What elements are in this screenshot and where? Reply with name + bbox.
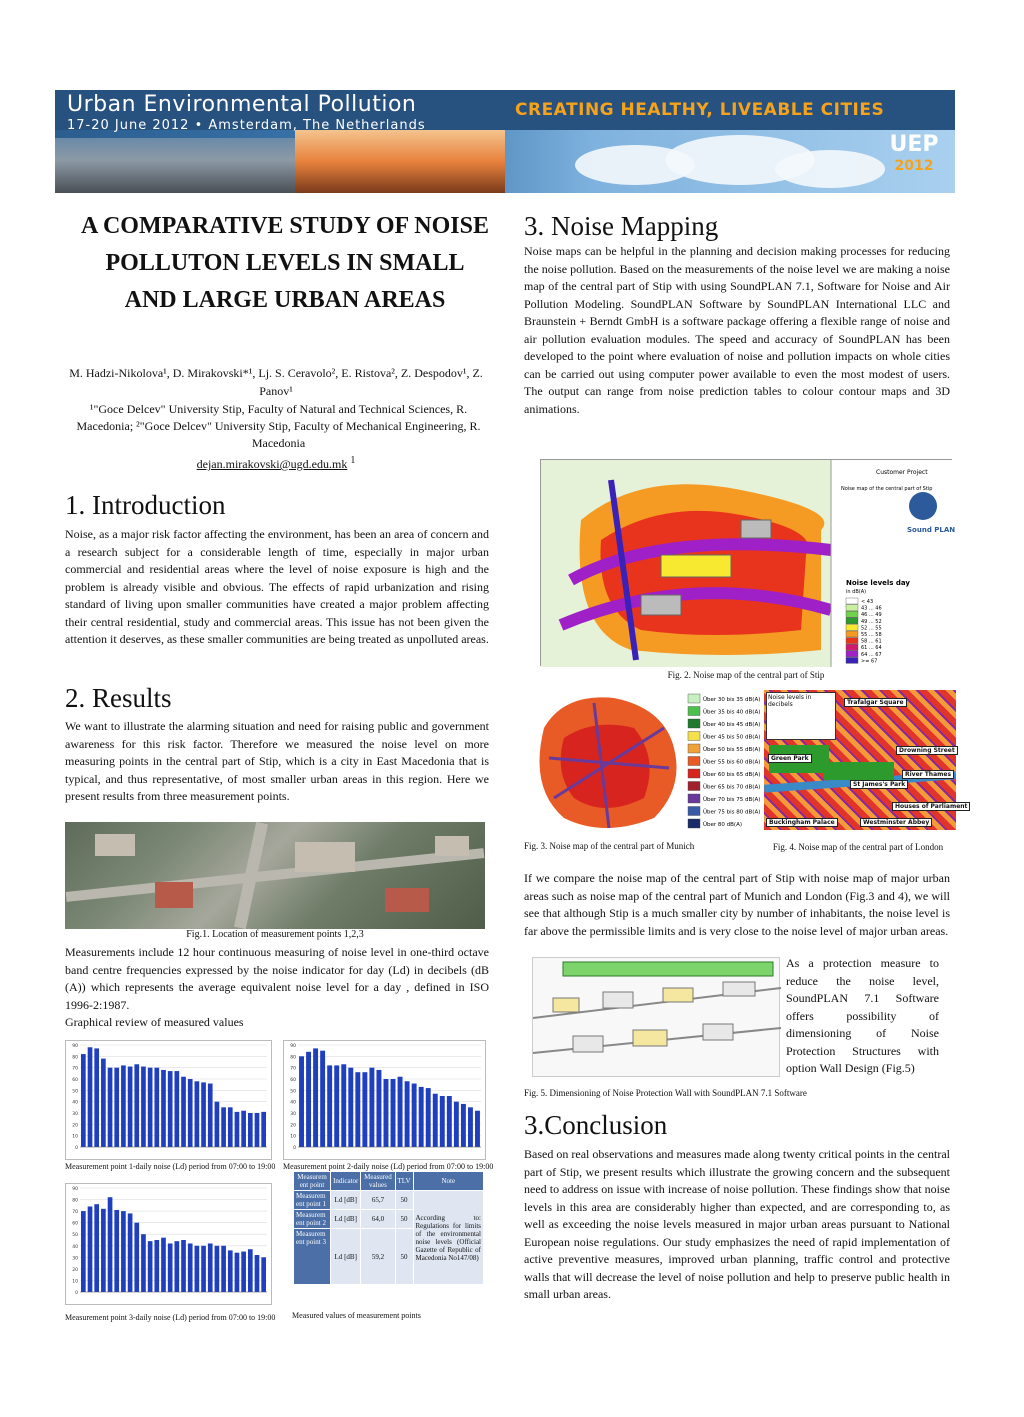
legend-label: Über 40 bis 45 dB(A): [703, 722, 761, 728]
conclusion-text: Based on real observations and measures made along twenty critical points in the central part of Stip, we present results which illustrate the growing concern and the subsequent need to address on issue with increase of noise pollution. These findings show that noise levels in this area are considerably higher than expected, and are corresponding to, as well as exceeding the noise levels measured in major urban areas pursuant to National European noise regulations. Our study emphasizes the need of rapid implementation of active preventive measures, improved urban planning, traffic control and protective walls that will decrease the level of noise pollution and help to preserve public health in small urban areas.: [524, 1147, 950, 1301]
london-legend: [766, 692, 836, 740]
map-building: [641, 595, 681, 615]
london-label: River Thames: [902, 770, 954, 779]
london-label: Houses of Parliament: [892, 802, 970, 811]
chart-bar: [235, 1253, 240, 1292]
map-legend-title: Noise levels day: [846, 579, 910, 587]
chart-bar: [208, 1084, 213, 1147]
chart-bar: [468, 1107, 473, 1147]
wall-building: [633, 1030, 667, 1046]
soundplan-logo-icon: [909, 492, 937, 520]
legend-swatch: [846, 631, 858, 637]
legend-swatch: [688, 794, 700, 803]
legend-swatch: [688, 819, 700, 828]
wall-building: [703, 1024, 733, 1040]
building-shape: [435, 836, 469, 856]
legend-label: >= 67: [861, 658, 878, 665]
chart-bar: [175, 1241, 180, 1292]
chart-bar: [433, 1094, 438, 1147]
protection-measure-text: As a protection measure to reduce the noise level, SoundPLAN 7.1 Software offers possibility of dimensioning of Noise Protection Structures with option Wall Design (Fig.5): [786, 956, 939, 1075]
table-cell-value: 64,0: [361, 1210, 395, 1229]
legend-swatch: [846, 651, 858, 657]
legend-label: Über 70 bis 75 dB(A): [703, 797, 761, 803]
y-tick-label: 90: [290, 1044, 296, 1049]
chart-bar: [475, 1111, 480, 1147]
map-legend: [846, 598, 882, 664]
chart-bar: [334, 1065, 339, 1147]
legend-swatch: [688, 694, 700, 703]
fig4-caption: Fig. 4. Noise map of the central part of London: [772, 842, 944, 852]
fig5-caption: Fig. 5. Dimensioning of Noise Protection Wall with SoundPLAN 7.1 Software: [524, 1088, 807, 1098]
building-shape: [95, 834, 135, 856]
uep-logo: [883, 132, 945, 188]
y-tick-label: 60: [290, 1078, 296, 1083]
legend-label: 49 ... 52: [861, 618, 882, 625]
legend-swatch: [846, 598, 858, 604]
chart-bar: [195, 1246, 200, 1292]
legend-label: 43 ... 46: [861, 605, 882, 612]
munich-map-svg: [524, 688, 760, 836]
legend-label: 64 ... 67: [861, 651, 882, 658]
chart-bar: [188, 1243, 193, 1292]
map-header-right: Noise map of the central part of Stip: [841, 486, 933, 492]
chart-bar: [81, 1211, 86, 1292]
fig2-caption: Fig. 2. Noise map of the central part of Stip: [667, 670, 825, 680]
y-tick-label: 40: [72, 1244, 78, 1250]
chart-bar: [141, 1067, 146, 1147]
y-tick-label: 80: [72, 1198, 78, 1204]
chart-bar: [161, 1070, 166, 1147]
legend-swatch: [688, 744, 700, 753]
wall-building: [603, 992, 633, 1008]
fig1-caption: Fig.1. Location of measurement points 1,2,3: [186, 929, 364, 940]
chart-svg: [284, 1041, 485, 1159]
introduction-heading: 1. Introduction: [65, 490, 226, 520]
munich-noise-map: [524, 688, 760, 836]
legend-swatch: [688, 732, 700, 741]
legend-swatch: [846, 605, 858, 611]
chart-bar: [241, 1252, 246, 1292]
noise-mapping-text: Noise maps can be helpful in the planning and decision making processes for reducing the noise pollution. Based on the measurements of the noise level we are making a noise map of the central part of Stip with using SoundPLAN 7.1, Software for Noise and Air Pollution Modeling. SoundPLAN Software by SoundPLAN International LLC and Braunstein + Berndt GmbH is a software package offering a flexible range of noise and air pollution evaluation modules. The speed and accuracy of SoundPLAN has been developed to the point where evaluation of noise and pollution impacts on whole cities can be carried out using computer power available to even the most modest of users. The output can range from noise prediction tables to colour contour maps and 3D animations.: [524, 244, 950, 416]
legend-label: < 43: [861, 599, 874, 605]
map-building: [661, 555, 731, 577]
chart-bar: [181, 1240, 186, 1292]
chart-bar: [355, 1072, 360, 1147]
y-tick-label: 10: [72, 1279, 78, 1285]
affiliations: ¹"Goce Delcev" University Stip, Faculty of Natural and Technical Sciences, R. Macedonia; ²"Goce Delcev" University Stip, Faculty of Mechanical Engineering, R. Macedonia: [76, 402, 481, 450]
chart-bar: [299, 1056, 304, 1147]
stip-map-svg: [541, 460, 956, 667]
chart-bar: [454, 1102, 459, 1147]
chart-bar: [215, 1102, 220, 1147]
wall-svg: [533, 958, 781, 1078]
table-row: [294, 1191, 484, 1210]
paper-title: A COMPARATIVE STUDY OF NOISE POLLUTON LEVELS IN SMALL AND LARGE URBAN AREAS: [80, 213, 490, 313]
chart-bar: [88, 1206, 93, 1292]
chart-bar: [221, 1107, 226, 1147]
table-cell-value: 59,2: [361, 1229, 395, 1285]
aerial-photo-measurement-points: [65, 822, 485, 929]
banner-slogan: CREATING HEALTHY, LIVEABLE CITIES: [515, 100, 885, 120]
chart-bar: [181, 1077, 186, 1147]
chart-bar: [161, 1238, 166, 1292]
y-tick-label: 30: [290, 1112, 296, 1117]
conclusion-heading: 3.Conclusion: [524, 1110, 668, 1140]
chart-bar: [134, 1064, 139, 1147]
st-james-park-shape: [824, 762, 894, 780]
chart-bar: [134, 1223, 139, 1292]
london-label: Buckingham Palace: [766, 818, 838, 827]
conference-banner: [55, 90, 955, 193]
chart-bar: [255, 1255, 260, 1292]
chart-bar: [94, 1204, 99, 1292]
chart-bar: [201, 1246, 206, 1292]
cloud-shape: [775, 150, 885, 188]
table-cell-point: Measurem ent point 1: [294, 1191, 331, 1210]
chart2-caption: Measurement point 2-daily noise (Ld) period from 07:00 to 19:00: [283, 1162, 494, 1171]
measurement-table: [293, 1171, 484, 1285]
chart-bar: [261, 1112, 266, 1147]
chart-bar: [261, 1257, 266, 1292]
london-label: Drowning Street: [896, 746, 958, 755]
chart-bar: [168, 1243, 173, 1292]
y-tick-label: 80: [290, 1055, 296, 1061]
legend-swatch: [846, 624, 858, 630]
table-cell-indicator: Ld [dB]: [331, 1191, 361, 1210]
chart-bar: [447, 1096, 452, 1147]
smokestack-photo: [295, 130, 505, 193]
author-list: M. Hadzi-Nikolova¹, D. Mirakovski*¹, Lj. S. Ceravolo², E. Ristova², Z. Despodov¹, Z. Panov¹: [69, 366, 483, 398]
table-cell-point: Measurem ent point 3: [294, 1229, 331, 1285]
chart-bar: [426, 1088, 431, 1147]
chart-bar: [215, 1246, 220, 1292]
y-tick-label: 50: [290, 1089, 296, 1095]
table-cell-indicator: Ld [dB]: [331, 1210, 361, 1229]
london-legend-title: Noise levels in decibels: [768, 694, 812, 708]
table-cell-value: 65,7: [361, 1191, 395, 1210]
chart-bar: [221, 1246, 226, 1292]
logo-line1: UEP: [889, 132, 939, 157]
table-cell-indicator: Ld [dB]: [331, 1229, 361, 1285]
legend-swatch: [846, 618, 858, 624]
y-tick-label: 0: [293, 1146, 296, 1151]
y-tick-label: 70: [72, 1066, 78, 1072]
legend-swatch: [846, 644, 858, 650]
legend-label: Über 75 bis 80 dB(A): [703, 809, 761, 816]
legend-swatch: [688, 757, 700, 766]
legend-label: Über 55 bis 60 dB(A): [703, 759, 761, 766]
legend-swatch: [688, 719, 700, 728]
map-legend-unit: in dB(A): [846, 589, 867, 595]
chart-bar: [175, 1071, 180, 1147]
legend-swatch: [688, 769, 700, 778]
legend-label: Über 45 bis 50 dB(A): [703, 734, 761, 741]
table-header-row: [294, 1172, 484, 1191]
stip-noise-map: [540, 459, 956, 666]
chart-bar: [405, 1081, 410, 1147]
london-label: Green Park: [768, 754, 812, 763]
y-tick-label: 80: [72, 1055, 78, 1061]
chart-bar: [228, 1107, 233, 1147]
y-tick-label: 90: [72, 1187, 78, 1192]
chart-bar: [114, 1210, 119, 1292]
london-label: Trafalgar Square: [844, 698, 907, 707]
y-tick-label: 70: [72, 1210, 78, 1216]
results-text: We want to illustrate the alarming situation and need for raising public and government awareness for this risk factor. Therefore we measured the noise level on more measuring points in the central part of Stip, which is a city in East Macedonia that is typical, and thus representative, of most smaller urban areas in this region. Here we present results from three measurement points.: [65, 719, 489, 803]
chart-bar: [148, 1068, 153, 1147]
table-cell-tlv: 50: [395, 1191, 413, 1210]
chart-bar: [201, 1082, 206, 1147]
legend-swatch: [846, 611, 858, 617]
traffic-photo: [55, 138, 295, 193]
banner-title: Urban Environmental Pollution: [67, 92, 417, 117]
noise-wall-3d-view: [532, 957, 780, 1077]
legend-label: Über 65 bis 70 dB(A): [703, 784, 761, 791]
chart3-caption: Measurement point 3-daily noise (Ld) period from 07:00 to 19:00: [65, 1313, 276, 1322]
table-caption: Measured values of measurement points: [292, 1311, 421, 1320]
chart-bar: [384, 1079, 389, 1147]
chart-bar: [121, 1065, 126, 1147]
table-cell-note: According to: Regulations for limits of the environmental noise levels (Official Gazette of Republic of Macedonia No147/08): [413, 1191, 484, 1285]
london-label: Westminster Abbey: [860, 818, 932, 827]
chart-bar: [391, 1079, 396, 1147]
chart-bar: [141, 1234, 146, 1292]
y-tick-label: 30: [72, 1112, 78, 1117]
chart-bar: [412, 1084, 417, 1147]
table-header: TLV: [395, 1172, 413, 1191]
legend-label: 52 ... 55: [861, 625, 882, 632]
y-tick-label: 30: [72, 1256, 78, 1262]
map-building: [741, 520, 771, 538]
legend-label: Über 60 bis 65 dB(A): [703, 772, 761, 778]
chart-bar: [248, 1249, 253, 1292]
y-tick-label: 0: [75, 1146, 78, 1151]
chart-bar: [101, 1059, 106, 1147]
chart-bar: [313, 1048, 318, 1147]
legend-label: Über 50 bis 55 dB(A): [703, 747, 761, 753]
legend-swatch: [688, 782, 700, 791]
email-superscript: 1: [350, 455, 356, 466]
chart-bar: [208, 1243, 213, 1292]
graphical-review-label: Graphical review of measured values: [65, 1015, 244, 1029]
chart-bar: [114, 1068, 119, 1147]
table-cell-point: Measurem ent point 2: [294, 1210, 331, 1229]
table-header: Note: [413, 1172, 484, 1191]
y-tick-label: 40: [72, 1100, 78, 1106]
chart1-caption: Measurement point 1-daily noise (Ld) period from 07:00 to 19:00: [65, 1162, 276, 1171]
chart-bar: [369, 1068, 374, 1147]
chart-bar: [341, 1064, 346, 1147]
chart-bar: [154, 1068, 159, 1147]
chart-bar: [440, 1096, 445, 1147]
building-shape: [385, 888, 429, 912]
chart-bar: [362, 1072, 367, 1147]
building-shape: [295, 842, 355, 872]
table-cell-tlv: 50: [395, 1210, 413, 1229]
contact-email-line: [66, 455, 486, 472]
chart-bar: [376, 1070, 381, 1147]
logo-line2: 2012: [894, 158, 934, 174]
chart-bar: [108, 1197, 113, 1292]
protection-wall: [563, 962, 773, 976]
noise-mapping-heading: 3. Noise Mapping: [524, 211, 719, 241]
y-tick-label: 20: [72, 1267, 78, 1273]
y-tick-label: 60: [72, 1221, 78, 1227]
legend-label: 46 ... 49: [861, 612, 882, 619]
legend-label: Über 30 bis 35 dB(A): [703, 697, 761, 703]
y-tick-label: 20: [72, 1123, 78, 1129]
chart-bar: [81, 1054, 86, 1147]
chart-bar: [327, 1065, 332, 1147]
y-tick-label: 10: [290, 1134, 296, 1140]
wall-building: [723, 982, 755, 996]
y-tick-label: 20: [290, 1123, 296, 1129]
table-header: Measurem ent point: [294, 1172, 331, 1191]
results-heading: 2. Results: [65, 683, 172, 713]
chart-bar: [94, 1048, 99, 1147]
wall-building: [573, 1036, 603, 1052]
legend-swatch: [846, 657, 858, 663]
chart-bar: [255, 1113, 260, 1147]
chart-bar: [188, 1079, 193, 1147]
measurement-description: Measurements include 12 hour continuous measuring of noise level in one-third octave band centre frequencies expressed by the noise indicator for day (Ld) in decibels (dB (A)) which represents the average equivalent noise level for a day , defined in ISO 1996-2:1987.: [65, 945, 489, 1012]
bar-chart-point1: [65, 1040, 272, 1160]
y-tick-label: 10: [72, 1134, 78, 1140]
y-tick-label: 50: [72, 1233, 78, 1239]
legend-label: Über 35 bis 40 dB(A): [703, 709, 761, 716]
legend-swatch: [688, 707, 700, 716]
chart-bar: [228, 1250, 233, 1292]
legend-label: Über 80 dB(A): [703, 822, 742, 828]
chart-svg: [66, 1041, 271, 1159]
chart-bar: [241, 1111, 246, 1147]
legend-label: 55 ... 58: [861, 632, 882, 638]
chart-bar: [88, 1047, 93, 1147]
contact-email-link[interactable]: dejan.mirakovski@ugd.edu.mk: [196, 457, 348, 471]
chart-bar: [128, 1213, 133, 1292]
legend-label: 58 ... 61: [861, 638, 882, 645]
chart-bar: [148, 1241, 153, 1292]
london-noise-map: [764, 690, 968, 830]
legend-swatch: [846, 638, 858, 644]
wall-building: [663, 988, 693, 1002]
soundplan-logo-text: Sound PLAN: [907, 526, 956, 534]
chart-bar: [154, 1240, 159, 1292]
chart-bar: [195, 1081, 200, 1147]
bar-chart-point3: [65, 1183, 272, 1305]
chart-bar: [419, 1087, 424, 1147]
y-tick-label: 60: [72, 1078, 78, 1083]
table-cell-tlv: 50: [395, 1229, 413, 1285]
chart-bar: [398, 1077, 403, 1147]
chart-svg: [66, 1184, 271, 1304]
chart-bar: [121, 1211, 126, 1292]
y-tick-label: 0: [75, 1291, 78, 1296]
table-header: Indicator: [331, 1172, 361, 1191]
y-tick-label: 50: [72, 1089, 78, 1095]
london-label: St James's Park: [850, 780, 908, 789]
chart-bar: [320, 1051, 325, 1147]
table-header: Measured values: [361, 1172, 395, 1191]
wall-building: [553, 998, 579, 1012]
fig3-caption: Fig. 3. Noise map of the central part of Munich: [524, 841, 695, 851]
chart-bar: [235, 1112, 240, 1147]
y-tick-label: 70: [290, 1066, 296, 1072]
legend-swatch: [688, 807, 700, 816]
chart-bar: [108, 1068, 113, 1147]
legend-label: 61 ... 64: [861, 645, 882, 652]
bar-chart-point2: [283, 1040, 486, 1160]
chart-bar: [168, 1071, 173, 1147]
banner-dates: 17-20 June 2012 • Amsterdam, The Netherlands: [67, 118, 426, 133]
munich-legend: [688, 694, 760, 828]
building-shape: [155, 882, 193, 908]
chart-bar: [248, 1113, 253, 1147]
introduction-text: Noise, as a major risk factor affecting the environment, has been an area of concern and a research subject for a considerable length of time, especially in major urban commercial and residential areas where the level of noise exposure is high and the problem is already visible and obvious. The effects of rapid urbanization and rising standard of living upon smaller communities have created a major problem affecting their central residential, study and commercial areas. This issue has not been given the attention it deserves, as these smaller communities are being treated as unpolluted areas.: [65, 527, 489, 646]
y-tick-label: 90: [72, 1044, 78, 1049]
chart-bar: [348, 1068, 353, 1147]
chart-bar: [461, 1104, 466, 1147]
chart-bar: [306, 1052, 311, 1147]
comparison-text: If we compare the noise map of the central part of Stip with noise map of major urban areas such as noise map of the central part of Munich and London (Fig.3 and 4), we will see that although Stip is a much smaller city by number of inhabitants, the noise level is far above the permissible limits and is very close to the noise level of major urban areas.: [524, 871, 950, 938]
chart-bar: [101, 1209, 106, 1292]
y-tick-label: 40: [290, 1100, 296, 1106]
map-header-left: Customer Project: [876, 469, 928, 476]
chart-bar: [128, 1067, 133, 1147]
